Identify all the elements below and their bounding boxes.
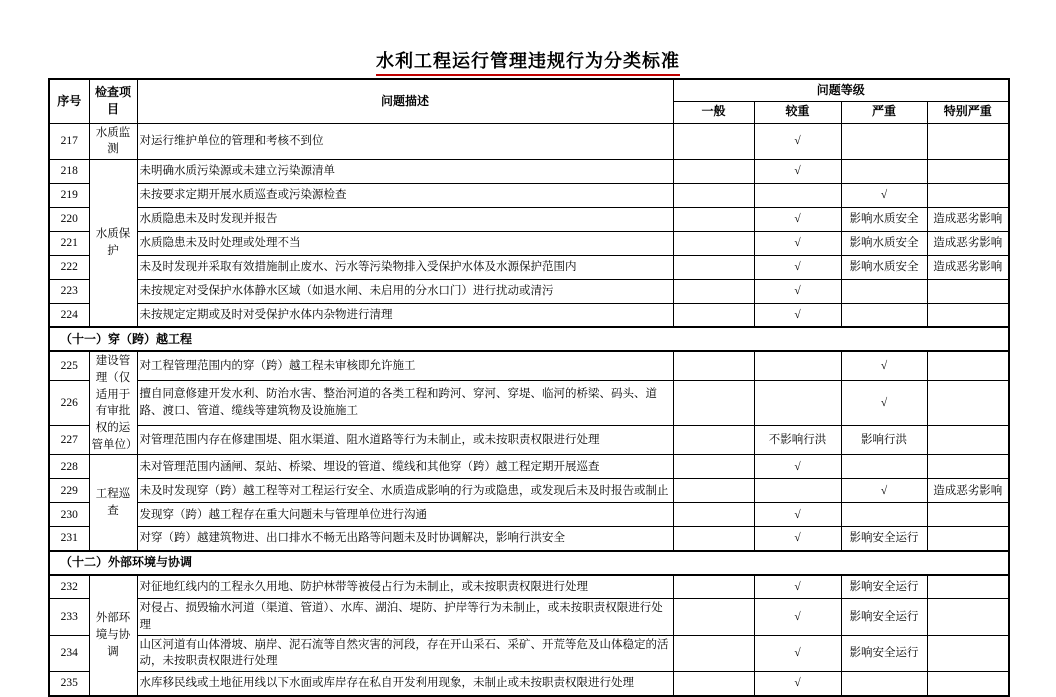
header-level-serious: 严重 (841, 101, 927, 123)
level-cell-moderate-checkmark: √ (754, 159, 841, 183)
row-number: 222 (49, 255, 89, 279)
page-title (0, 47, 1056, 76)
problem-description: 对侵占、损毁输水河道（渠道、管道）、水库、湖泊、堤防、护岸等行为未制止，或未按职责权限进行处理 (137, 599, 673, 635)
problem-description: 未及时发现穿（跨）越工程等对工程运行安全、水质造成影响的行为或隐患，或发现后未及时报告或制止 (137, 479, 673, 503)
level-cell-moderate-checkmark: √ (754, 503, 841, 527)
table-row (49, 527, 1009, 551)
level-cell-moderate-checkmark: √ (754, 575, 841, 599)
section-row (49, 327, 1009, 351)
level-cell-general (673, 635, 754, 671)
row-number: 233 (49, 599, 89, 635)
level-cell-extreme (927, 599, 1009, 635)
level-cell-moderate (754, 183, 841, 207)
level-cell-general (673, 207, 754, 231)
problem-description: 擅自同意修建开发水利、防治水害、整治河道的各类工程和跨河、穿河、穿堤、临河的桥梁、码头、道路、渡口、管道、缆线等建筑物及设施施工 (137, 381, 673, 426)
level-cell-moderate-checkmark: √ (754, 207, 841, 231)
row-number: 220 (49, 207, 89, 231)
check-item: 建设管理（仅适用于有审批权的运管单位） (89, 351, 137, 455)
level-cell-extreme (927, 503, 1009, 527)
level-cell-moderate-checkmark: √ (754, 455, 841, 479)
level-cell-extreme (927, 303, 1009, 327)
row-number: 231 (49, 527, 89, 551)
level-cell-serious: 影响安全运行 (841, 599, 927, 635)
header-row-1 (49, 79, 1009, 101)
row-number: 221 (49, 231, 89, 255)
level-cell-general (673, 231, 754, 255)
problem-description: 对运行维护单位的管理和考核不到位 (137, 123, 673, 159)
level-cell-serious: 影响水质安全 (841, 255, 927, 279)
level-cell-general (673, 425, 754, 454)
table-row (49, 123, 1009, 159)
level-cell-general (673, 303, 754, 327)
row-number: 223 (49, 279, 89, 303)
level-cell-moderate-checkmark: √ (754, 255, 841, 279)
row-number: 229 (49, 479, 89, 503)
section-title: （十二）外部环境与协调 (49, 551, 1009, 575)
table-row (49, 425, 1009, 454)
header-col-level-group: 问题等级 (673, 79, 1009, 101)
problem-description: 对管理范围内存在修建围堤、阻水渠道、阻水道路等行为未制止，或未按职责权限进行处理 (137, 425, 673, 454)
problem-description: 发现穿（跨）越工程存在重大问题未与管理单位进行沟通 (137, 503, 673, 527)
level-cell-extreme (927, 279, 1009, 303)
level-cell-serious: 影响行洪 (841, 425, 927, 454)
row-number: 235 (49, 672, 89, 696)
table-row (49, 455, 1009, 479)
level-cell-moderate-checkmark: √ (754, 527, 841, 551)
level-cell-extreme (927, 672, 1009, 696)
table-row (49, 672, 1009, 696)
level-cell-extreme: 造成恶劣影响 (927, 479, 1009, 503)
header-col-desc: 问题描述 (137, 79, 673, 123)
problem-description: 水质隐患未及时发现并报告 (137, 207, 673, 231)
level-cell-general (673, 183, 754, 207)
problem-description: 对征地红线内的工程永久用地、防护林带等被侵占行为未制止，或未按职责权限进行处理 (137, 575, 673, 599)
table-row (49, 255, 1009, 279)
row-number: 224 (49, 303, 89, 327)
level-cell-general (673, 503, 754, 527)
table-row (49, 351, 1009, 380)
level-cell-serious: 影响安全运行 (841, 527, 927, 551)
problem-description: 未明确水质污染源或未建立污染源清单 (137, 159, 673, 183)
level-cell-moderate: 不影响行洪 (754, 425, 841, 454)
level-cell-extreme (927, 351, 1009, 380)
problem-description: 未按规定定期或及时对受保护水体内杂物进行清理 (137, 303, 673, 327)
level-cell-serious (841, 279, 927, 303)
level-cell-moderate-checkmark: √ (754, 635, 841, 671)
row-number: 230 (49, 503, 89, 527)
level-cell-serious-checkmark: √ (841, 381, 927, 426)
level-cell-extreme (927, 183, 1009, 207)
level-cell-serious (841, 159, 927, 183)
level-cell-general (673, 351, 754, 380)
row-number: 217 (49, 123, 89, 159)
section-title: （十一）穿（跨）越工程 (49, 327, 1009, 351)
level-cell-moderate-checkmark: √ (754, 279, 841, 303)
row-number: 226 (49, 381, 89, 426)
level-cell-serious (841, 123, 927, 159)
level-cell-moderate (754, 351, 841, 380)
level-cell-extreme: 造成恶劣影响 (927, 231, 1009, 255)
level-cell-extreme (927, 381, 1009, 426)
table-row (49, 599, 1009, 635)
table-row (49, 479, 1009, 503)
level-cell-serious-checkmark: √ (841, 183, 927, 207)
problem-description: 未对管理范围内涵闸、泵站、桥梁、埋设的管道、缆线和其他穿（跨）越工程定期开展巡查 (137, 455, 673, 479)
level-cell-serious: 影响水质安全 (841, 207, 927, 231)
level-cell-extreme (927, 455, 1009, 479)
level-cell-extreme: 造成恶劣影响 (927, 255, 1009, 279)
level-cell-extreme (927, 575, 1009, 599)
row-number: 227 (49, 425, 89, 454)
table-row (49, 635, 1009, 671)
level-cell-general (673, 279, 754, 303)
table-row (49, 575, 1009, 599)
problem-description: 水质隐患未及时处理或处理不当 (137, 231, 673, 255)
problem-description: 对工程管理范围内的穿（跨）越工程未审核即允许施工 (137, 351, 673, 380)
level-cell-general (673, 575, 754, 599)
table-body (49, 123, 1009, 696)
level-cell-general (673, 123, 754, 159)
check-item: 工程巡查 (89, 455, 137, 551)
check-item: 水质监测 (89, 123, 137, 159)
table-row (49, 381, 1009, 426)
problem-description: 未按要求定期开展水质巡查或污染源检查 (137, 183, 673, 207)
header-level-moderate: 较重 (754, 101, 841, 123)
page-title-text: 水利工程运行管理违规行为分类标准 (376, 47, 680, 76)
level-cell-serious (841, 672, 927, 696)
level-cell-general (673, 672, 754, 696)
level-cell-general (673, 527, 754, 551)
level-cell-moderate (754, 381, 841, 426)
row-number: 234 (49, 635, 89, 671)
level-cell-extreme (927, 123, 1009, 159)
level-cell-serious (841, 455, 927, 479)
header-level-extreme: 特别严重 (927, 101, 1009, 123)
problem-description: 未按规定对受保护水体静水区域（如退水闸、未启用的分水口门）进行扰动或清污 (137, 279, 673, 303)
level-cell-moderate-checkmark: √ (754, 303, 841, 327)
row-number: 218 (49, 159, 89, 183)
level-cell-general (673, 381, 754, 426)
row-number: 232 (49, 575, 89, 599)
row-number: 219 (49, 183, 89, 207)
check-item: 外部环境与协调 (89, 575, 137, 696)
level-cell-serious: 影响水质安全 (841, 231, 927, 255)
level-cell-extreme: 造成恶劣影响 (927, 207, 1009, 231)
level-cell-moderate-checkmark: √ (754, 672, 841, 696)
level-cell-serious-checkmark: √ (841, 351, 927, 380)
row-number: 228 (49, 455, 89, 479)
level-cell-general (673, 255, 754, 279)
level-cell-serious: 影响安全运行 (841, 575, 927, 599)
row-number: 225 (49, 351, 89, 380)
check-item: 水质保护 (89, 159, 137, 327)
level-cell-general (673, 455, 754, 479)
violation-table (48, 78, 1010, 697)
level-cell-moderate-checkmark: √ (754, 123, 841, 159)
table-row (49, 279, 1009, 303)
table-row (49, 503, 1009, 527)
table-row (49, 231, 1009, 255)
table-row (49, 183, 1009, 207)
level-cell-serious: 影响安全运行 (841, 635, 927, 671)
level-cell-extreme (927, 159, 1009, 183)
level-cell-extreme (927, 425, 1009, 454)
level-cell-serious (841, 503, 927, 527)
header-col-item: 检查项目 (89, 79, 137, 123)
header-level-general: 一般 (673, 101, 754, 123)
level-cell-serious-checkmark: √ (841, 479, 927, 503)
level-cell-general (673, 159, 754, 183)
level-cell-moderate-checkmark: √ (754, 231, 841, 255)
level-cell-moderate (754, 479, 841, 503)
table-row (49, 303, 1009, 327)
table-row (49, 159, 1009, 183)
level-cell-extreme (927, 635, 1009, 671)
level-cell-general (673, 599, 754, 635)
problem-description: 对穿（跨）越建筑物进、出口排水不畅无出路等问题未及时协调解决，影响行洪安全 (137, 527, 673, 551)
table-header (49, 79, 1009, 123)
section-row (49, 551, 1009, 575)
problem-description: 水库移民线或土地征用线以下水面或库岸存在私自开发利用现象，未制止或未按职责权限进行处理 (137, 672, 673, 696)
problem-description: 山区河道有山体滑坡、崩岸、泥石流等自然灾害的河段，存在开山采石、采矿、开荒等危及山体稳定的活动，未按职责权限进行处理 (137, 635, 673, 671)
level-cell-general (673, 479, 754, 503)
problem-description: 未及时发现并采取有效措施制止废水、污水等污染物排入受保护水体及水源保护范围内 (137, 255, 673, 279)
level-cell-moderate-checkmark: √ (754, 599, 841, 635)
table-row (49, 207, 1009, 231)
level-cell-serious (841, 303, 927, 327)
level-cell-extreme (927, 527, 1009, 551)
header-col-num: 序号 (49, 79, 89, 123)
